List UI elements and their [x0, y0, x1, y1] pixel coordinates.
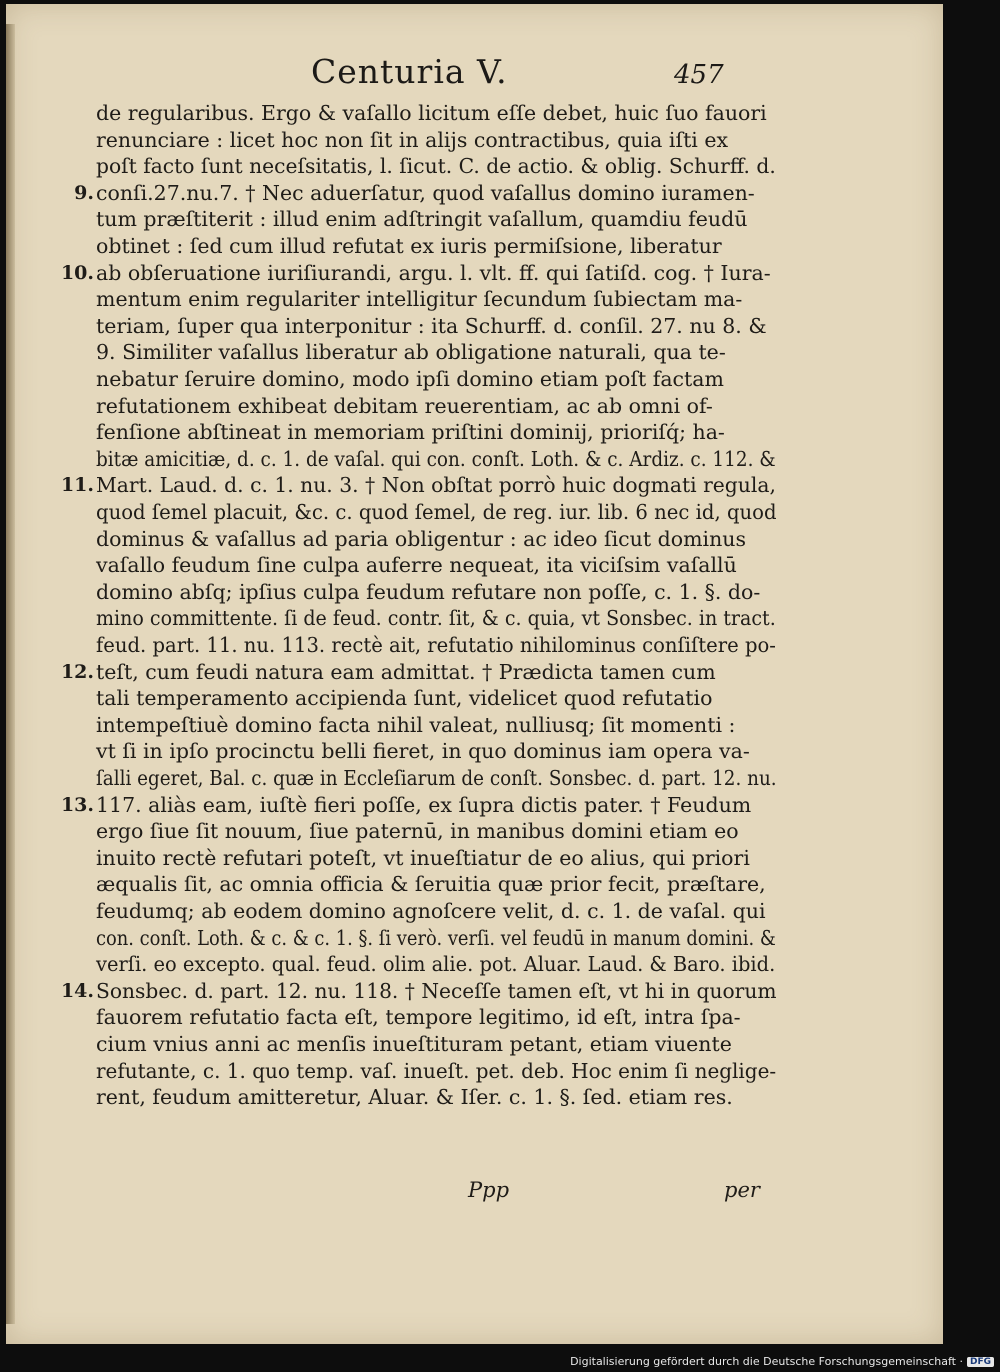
credit-text: Digitalisierung gefördert durch die Deutsche Forschungsgemeinschaft ·: [570, 1355, 963, 1368]
page-gutter-edge: [6, 24, 15, 1324]
text-line: feudumq; ab eodem domino agnoſcere velit, d. c. 1. de vaſal. qui: [96, 899, 766, 923]
text-line: refutationem exhibeat debitam reuerentiam, ac ab omni of-: [96, 394, 713, 418]
margin-number: [46, 312, 94, 340]
text-line: domino abſq; ipſius culpa feudum refutare non poſſe, c. 1. §. do-: [96, 580, 761, 604]
margin-number: [46, 950, 94, 978]
text-line: renunciare : licet hoc non ſit in alijs contractibus, quia iſti ex: [96, 128, 729, 152]
margin-number: [46, 498, 94, 526]
text-line: teſt, cum feudi natura eam admittat. † Prædicta tamen cum: [96, 660, 716, 684]
text-line: 9. Similiter vaſallus liberatur ab obligatione naturali, qua te-: [96, 340, 726, 364]
text-line: poſt facto ſunt neceſsitatis, l. ſicut. C. de actio. & oblig. Schurff. d.: [96, 154, 776, 178]
margin-number: [46, 365, 94, 393]
margin-number: [46, 392, 94, 420]
text-line: tum præſtiterit : illud enim adſtringit vaſallum, quamdiu feudū: [96, 207, 748, 231]
margin-number: [46, 817, 94, 845]
margin-number: [46, 870, 94, 898]
margin-number: [46, 578, 94, 606]
margin-number: [46, 631, 94, 659]
text-line: ab obſeruatione iuriſiurandi, argu. l. vlt. ff. qui ſatiſd. cog. † Iura-: [96, 261, 771, 285]
margin-number: 10.: [60, 262, 94, 284]
margin-number: 14.: [60, 980, 94, 1002]
text-line: ergo ſiue ſit nouum, ſiue paternū, in manibus domini etiam eo: [96, 819, 739, 843]
text-line: verſi. eo excepto. qual. feud. olim alie. pot. Aluar. Laud. & Baro. ibid.: [96, 952, 776, 976]
catchword: per: [724, 1178, 760, 1202]
signature-mark: Ppp: [468, 1178, 510, 1202]
text-line: Mart. Laud. d. c. 1. nu. 3. † Non obſtat porrò huic dogmati regula,: [96, 473, 776, 497]
margin-number: 11.: [60, 474, 94, 496]
margin-number: [46, 152, 94, 180]
book-page: [6, 4, 943, 1344]
margin-number: [46, 445, 94, 473]
margin-number: [46, 99, 94, 127]
text-line: refutante, c. 1. quo temp. vaſ. inueſt. pet. deb. Hoc enim ſi neglige-: [96, 1059, 777, 1083]
text-line: con. conſt. Loth. & c. & c. 1. §. ſi verò. verſi. vel feudū in manum domini. &: [96, 926, 776, 950]
margin-number: [46, 126, 94, 154]
text-line: fenſione abſtineat in memoriam priſtini dominij, prioriſq́; ha-: [96, 420, 725, 444]
text-line: nebatur ſeruire domino, modo ipſi domino etiam poſt factam: [96, 367, 724, 391]
margin-number: [46, 232, 94, 260]
text-line: mino committente. ſi de feud. contr. ſit, & c. quia, vt Sonsbec. in tract.: [96, 606, 776, 630]
text-line: obtinet : ſed cum illud refutat ex iuris permiſsione, liberatur: [96, 234, 722, 258]
text-line: vt ſi in ipſo procinctu belli fieret, in quo dominus iam opera va-: [96, 739, 750, 763]
margin-number: [46, 338, 94, 366]
text-line: quod ſemel placuit, &c. c. quod ſemel, de reg. iur. lib. 6 nec id, quod: [96, 500, 777, 524]
margin-number: [46, 418, 94, 446]
margin-number: [46, 844, 94, 872]
text-line: æqualis ſit, ac omnia officia & ſeruitia quæ prior fecit, præſtare,: [96, 872, 766, 896]
margin-number: [46, 1057, 94, 1085]
text-line: vaſallo feudum ſine culpa auferre nequeat, ita viciſsim vaſallū: [96, 553, 737, 577]
text-line: tali temperamento accipienda ſunt, videlicet quod refutatio: [96, 686, 713, 710]
margin-number: 13.: [60, 794, 94, 816]
text-line: mentum enim regulariter intelligitur ſecundum ſubiectam ma-: [96, 287, 743, 311]
margin-number: [46, 1003, 94, 1031]
running-head: [6, 48, 943, 98]
margin-number: [46, 897, 94, 925]
text-line: fauorem refutatio facta eſt, tempore legitimo, id eſt, intra ſpa-: [96, 1005, 741, 1029]
margin-number: [46, 551, 94, 579]
text-line: Sonsbec. d. part. 12. nu. 118. † Neceſſe tamen eſt, vt hi in quorum: [96, 979, 777, 1003]
margin-number: [46, 737, 94, 765]
text-line: bitæ amicitiæ, d. c. 1. de vaſal. qui con. conſt. Loth. & c. Ardiz. c. 112. &: [96, 447, 776, 471]
text-line: inuito rectè refutari poteſt, vt inueſtiatur de eo alius, qui priori: [96, 846, 750, 870]
margin-number: [46, 1083, 94, 1111]
page-footer: [6, 1170, 943, 1210]
text-line: de regularibus. Ergo & vaſallo licitum eſſe debet, huic ſuo fauori: [96, 101, 767, 125]
text-line: cium vnius anni ac menſis inueſtituram petant, etiam viuente: [96, 1032, 732, 1056]
text-line: teriam, ſuper qua interponitur : ita Schurff. d. conſil. 27. nu 8. &: [96, 314, 767, 338]
text-line: feud. part. 11. nu. 113. rectè ait, refutatio nihilominus conſiſtere po-: [96, 633, 776, 657]
text-line: 117. aliàs eam, iuſtè fieri poſſe, ex ſupra dictis pater. † Feudum: [96, 793, 752, 817]
margin-number: [46, 604, 94, 632]
text-line: intempeſtiuè domino facta nihil valeat, nulliusq; ſit momenti :: [96, 713, 736, 737]
margin-number: [46, 525, 94, 553]
text-line: rent, feudum amitteretur, Aluar. & Iſer. c. 1. §. ſed. etiam res.: [96, 1085, 733, 1109]
digitization-credit: [570, 1355, 994, 1368]
margin-number: [46, 711, 94, 739]
margin-number: [46, 205, 94, 233]
text-line: conſi.27.nu.7. † Nec aduerſatur, quod vaſallus domino iuramen-: [96, 181, 755, 205]
page-number: 457: [674, 60, 724, 90]
margin-number: [46, 684, 94, 712]
margin-number: [46, 924, 94, 952]
text-line: ſalli egeret, Bal. c. quæ in Eccleſiarum de conſt. Sonsbec. d. part. 12. nu.: [96, 766, 777, 790]
text-line: dominus & vaſallus ad paria obligentur : ac ideo ſicut dominus: [96, 527, 747, 551]
margin-number: [46, 285, 94, 313]
margin-number: 12.: [60, 661, 94, 683]
margin-number: [46, 764, 94, 792]
dfg-logo: DFG: [967, 1357, 994, 1367]
margin-number: [46, 1030, 94, 1058]
margin-number: 9.: [74, 182, 94, 204]
page-title: Centuria V.: [311, 52, 508, 91]
